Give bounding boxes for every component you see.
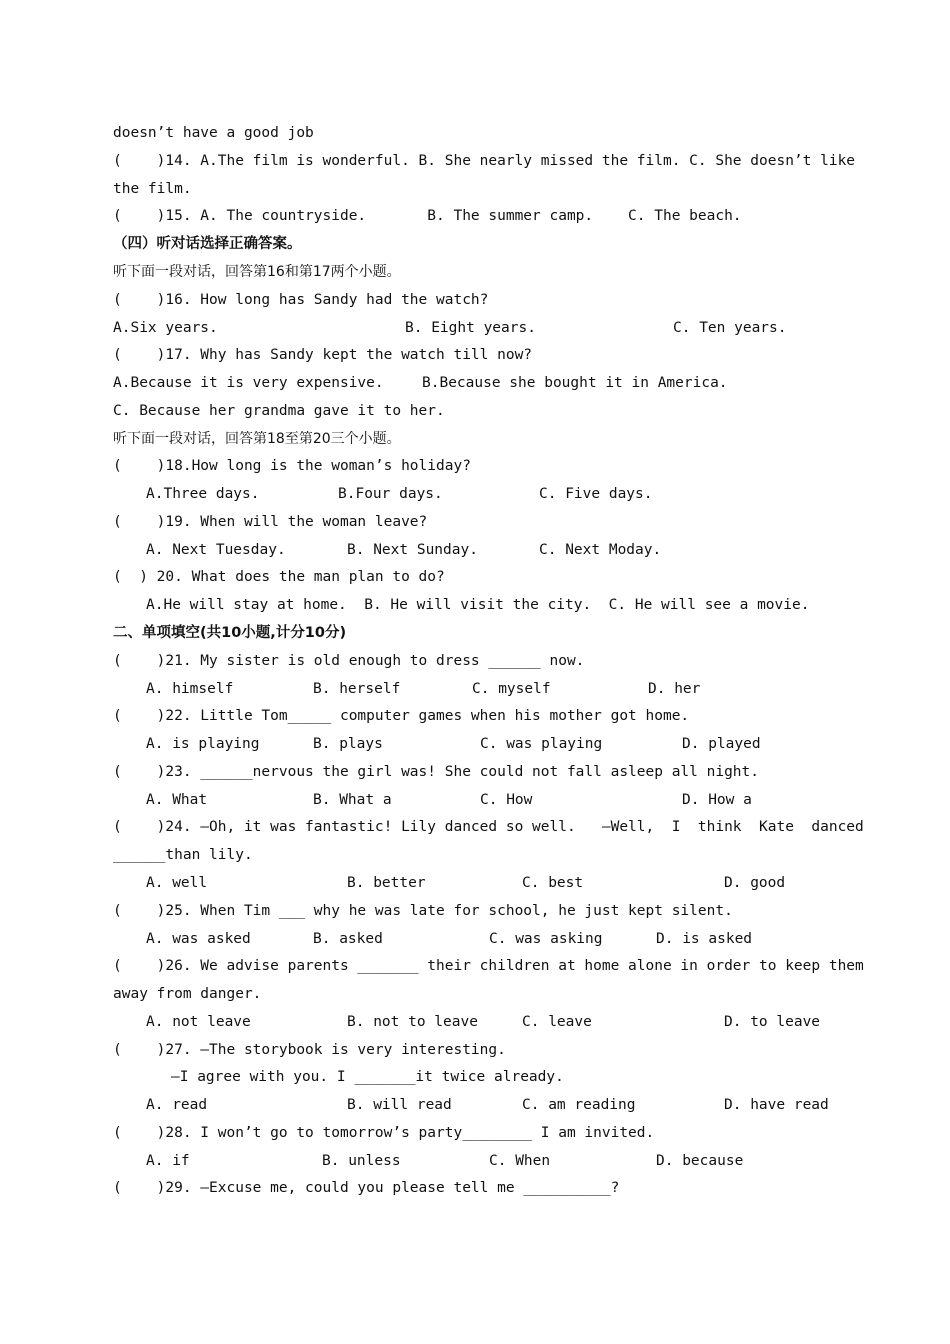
- q18-option-a: A.Three days.: [146, 486, 260, 502]
- section-2-heading: 二、单项填空(共10小题,计分10分): [113, 625, 347, 641]
- q27-reply: —I agree with you. I _______it twice already.: [171, 1069, 564, 1085]
- q25-option-b: B. asked: [313, 931, 383, 947]
- q22-option-a: A. is playing: [146, 736, 260, 752]
- q20-question: ( ) 20. What does the man plan to do?: [113, 569, 445, 585]
- q25-option-a: A. was asked: [146, 931, 251, 947]
- q27-question: ( )27. —The storybook is very interesting.: [113, 1042, 506, 1058]
- q26-option-b: B. not to leave: [347, 1014, 478, 1030]
- q20-options: A.He will stay at home. B. He will visit the city. C. He will see a movie.: [146, 597, 810, 613]
- q17-option-b: B.Because she bought it in America.: [422, 375, 728, 391]
- q15-line: ( )15. A. The countryside. B. The summer camp. C. The beach.: [113, 208, 742, 224]
- instruction-16-17: 听下面一段对话，回答第16和第17两个小题。: [113, 264, 401, 280]
- q29-question: ( )29. —Excuse me, could you please tell me __________?: [113, 1180, 620, 1196]
- q17-option-c: C. Because her grandma gave it to her.: [113, 403, 445, 419]
- q24-option-a: A. well: [146, 875, 208, 891]
- q28-question: ( )28. I won’t go to tomorrow’s party________ I am invited.: [113, 1125, 655, 1141]
- q19-option-b: B. Next Sunday.: [347, 542, 478, 558]
- q26-continuation: away from danger.: [113, 986, 262, 1002]
- q27-option-a: A. read: [146, 1097, 208, 1113]
- q17-question: ( )17. Why has Sandy kept the watch till now?: [113, 347, 533, 363]
- q26-option-d: D. to leave: [724, 1014, 821, 1030]
- q22-option-c: C. was playing: [480, 736, 603, 752]
- q27-option-d: D. have read: [724, 1097, 829, 1113]
- q24-question: ( )24. —Oh, it was fantastic! Lily danced so well. —Well, I think Kate danced: [113, 819, 864, 835]
- q16-option-c: C. Ten years.: [673, 320, 787, 336]
- q16-option-a: A.Six years.: [113, 320, 218, 336]
- section-4-heading: （四）听对话选择正确答案。: [113, 236, 302, 252]
- q28-option-b: B. unless: [322, 1153, 401, 1169]
- q23-option-c: C. How: [480, 792, 533, 808]
- q21-option-a: A. himself: [146, 681, 234, 697]
- q25-question: ( )25. When Tim ___ why he was late for school, he just kept silent.: [113, 903, 733, 919]
- q27-option-b: B. will read: [347, 1097, 452, 1113]
- q28-option-a: A. if: [146, 1153, 190, 1169]
- q19-option-c: C. Next Moday.: [539, 542, 662, 558]
- q13-continuation: doesn’t have a good job: [113, 125, 314, 141]
- q22-option-b: B. plays: [313, 736, 383, 752]
- q25-option-c: C. was asking: [489, 931, 603, 947]
- q25-option-d: D. is asked: [656, 931, 753, 947]
- q23-option-a: A. What: [146, 792, 208, 808]
- q23-option-d: D. How a: [682, 792, 752, 808]
- instruction-18-20: 听下面一段对话，回答第18至第20三个小题。: [113, 431, 401, 447]
- q21-option-c: C. myself: [472, 681, 551, 697]
- q28-option-d: D. because: [656, 1153, 744, 1169]
- q24-option-d: D. good: [724, 875, 786, 891]
- q24-option-b: B. better: [347, 875, 426, 891]
- q16-option-b: B. Eight years.: [405, 320, 536, 336]
- q27-option-c: C. am reading: [522, 1097, 636, 1113]
- q22-question: ( )22. Little Tom_____ computer games when his mother got home.: [113, 708, 690, 724]
- q24-continuation: ______than lily.: [113, 847, 253, 863]
- q14-line: ( )14. A.The film is wonderful. B. She nearly missed the film. C. She doesn’t like: [113, 153, 856, 169]
- q18-option-c: C. Five days.: [539, 486, 653, 502]
- q19-option-a: A. Next Tuesday.: [146, 542, 286, 558]
- q18-option-b: B.Four days.: [338, 486, 443, 502]
- q28-option-c: C. When: [489, 1153, 551, 1169]
- q24-option-c: C. best: [522, 875, 584, 891]
- q16-question: ( )16. How long has Sandy had the watch?: [113, 292, 489, 308]
- q26-question: ( )26. We advise parents _______ their children at home alone in order to keep them: [113, 958, 864, 974]
- q26-option-c: C. leave: [522, 1014, 592, 1030]
- q21-option-d: D. her: [648, 681, 701, 697]
- q14-continuation: the film.: [113, 181, 192, 197]
- q22-option-d: D. played: [682, 736, 761, 752]
- q19-question: ( )19. When will the woman leave?: [113, 514, 428, 530]
- q23-question: ( )23. ______nervous the girl was! She could not fall asleep all night.: [113, 764, 760, 780]
- q23-option-b: B. What a: [313, 792, 392, 808]
- q17-option-a: A.Because it is very expensive.: [113, 375, 384, 391]
- q21-question: ( )21. My sister is old enough to dress ______ now.: [113, 653, 585, 669]
- q21-option-b: B. herself: [313, 681, 401, 697]
- q18-question: ( )18.How long is the woman’s holiday?: [113, 458, 471, 474]
- q26-option-a: A. not leave: [146, 1014, 251, 1030]
